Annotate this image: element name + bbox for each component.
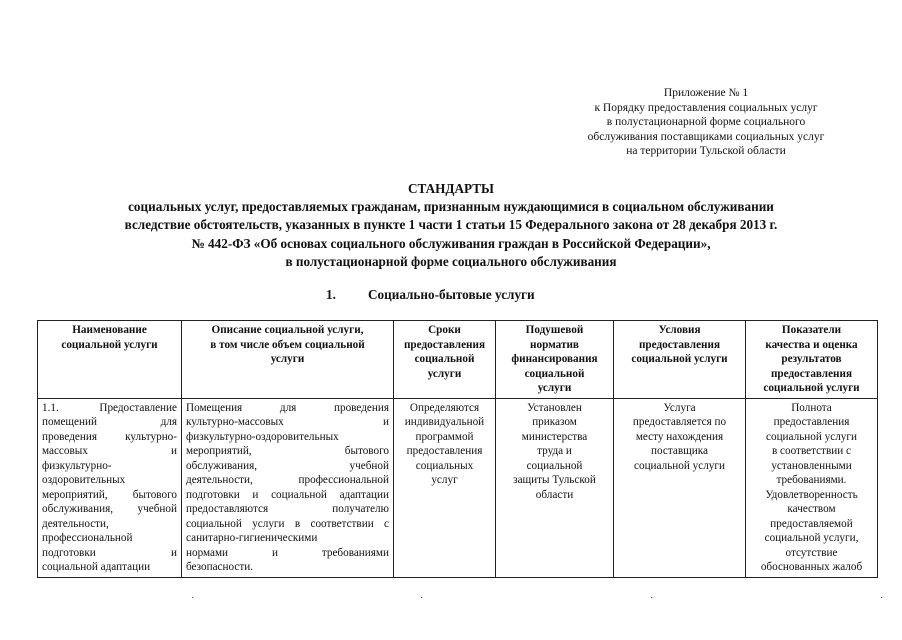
cell-line: результатов — [781, 353, 842, 365]
cell-funding-norm — [496, 398, 614, 577]
scan-mark: ˙ — [420, 596, 424, 607]
cell-line: отсутствие — [785, 546, 838, 559]
cell-line: социальной адаптации — [42, 561, 151, 573]
header-description — [182, 321, 394, 399]
section-number: 1. — [326, 287, 336, 302]
scan-mark: ˙ — [650, 596, 654, 607]
cell-line: деятельности, профессиональной — [186, 474, 389, 486]
appendix-line: на территории Тульской области — [626, 145, 786, 158]
cell-terms — [394, 398, 496, 577]
header-quality-indicators — [746, 321, 878, 399]
cell-line: оздоровительных — [42, 474, 126, 486]
cell-line: требованиями. — [776, 474, 847, 486]
cell-line: 1.1. Предоставление — [42, 401, 177, 414]
cell-line: Установлен — [527, 401, 582, 414]
header-funding-norm — [496, 321, 614, 399]
cell-line: социальной услуги — [631, 353, 728, 365]
title-line: в полустационарной форме социального обслуживания — [285, 253, 617, 269]
cell-line: норматив — [530, 338, 579, 351]
cell-line: социальной услуги в соответствии с — [186, 517, 389, 530]
cell-line: социальной — [524, 367, 585, 380]
cell-line: нормами и требованиями — [186, 546, 389, 559]
cell-line: физкультурно- — [42, 459, 112, 472]
cell-line: Подушевой — [525, 324, 584, 336]
cell-line: защиты Тульской — [513, 474, 596, 486]
cell-line: предоставления — [403, 338, 485, 351]
section-title: Социально-бытовые услуги — [368, 287, 535, 302]
cell-line: Помещения для проведения — [186, 401, 389, 414]
cell-line: области — [535, 488, 574, 501]
cell-conditions — [614, 398, 746, 577]
cell-line: предоставления — [406, 445, 483, 457]
section-heading — [326, 287, 535, 303]
appendix-block — [556, 86, 856, 159]
cell-line: министерства — [521, 430, 588, 443]
cell-line: физкультурно-оздоровительных — [186, 430, 339, 443]
cell-line: финансирования — [511, 353, 598, 365]
cell-line: Условия — [658, 324, 701, 336]
cell-line: программой — [415, 430, 474, 443]
cell-line: социальной услуги — [766, 430, 857, 443]
cell-line: предоставления — [770, 367, 852, 380]
cell-line: социальной — [526, 459, 583, 472]
title-line: социальных услуг, предоставляемых гражданам, признанным нуждающимися в социальном обслуживании — [128, 199, 774, 215]
header-service-name — [38, 321, 182, 399]
cell-line: массовых и — [42, 445, 177, 457]
title-heading: СТАНДАРТЫ — [407, 181, 494, 196]
cell-line: культурно-массовых и — [186, 416, 389, 428]
cell-quality-indicators — [746, 398, 878, 577]
cell-line: Описание социальной услуги, — [211, 324, 364, 336]
cell-line: санитарно-гигиеническими — [186, 532, 318, 544]
header-conditions — [614, 321, 746, 399]
title-line: вследствие обстоятельств, указанных в пункте 1 части 1 статьи 15 Федерального закона от 28 декабря 2013 г. — [124, 217, 778, 233]
cell-line: социальной услуги — [61, 338, 158, 351]
cell-line: услуги — [537, 382, 572, 394]
cell-line: Показатели — [781, 324, 842, 336]
cell-line: предоставляемой — [770, 517, 853, 530]
cell-line: труда и — [537, 445, 572, 457]
cell-line: подготовки и социальной адаптации — [186, 488, 389, 501]
cell-line: Наименование — [72, 324, 147, 336]
document-title — [40, 180, 862, 271]
cell-line: профессиональной — [42, 532, 133, 544]
cell-line: проведения культурно- — [42, 430, 177, 443]
cell-line: услуги — [270, 353, 305, 365]
appendix-line: обслуживания поставщиками социальных услуг — [587, 130, 825, 143]
cell-line: обслуживания, учебной — [42, 503, 177, 515]
cell-line: деятельности, — [42, 517, 109, 530]
table-header-row — [38, 321, 878, 399]
cell-line: Сроки — [428, 324, 461, 336]
cell-line: социальной услуги, — [764, 532, 859, 544]
cell-line: в том числе объем социальной — [210, 338, 365, 351]
cell-line: социальной услуги — [763, 382, 860, 394]
cell-description — [182, 398, 394, 577]
cell-line: социальной — [414, 353, 475, 365]
cell-line: предоставляются получателю — [186, 503, 389, 515]
cell-line: социальных — [415, 459, 474, 472]
cell-line: поставщика — [651, 445, 708, 457]
cell-line: мероприятий, бытового — [186, 445, 389, 457]
cell-line: обоснованных жалоб — [760, 561, 863, 573]
cell-line: мероприятий, бытового — [42, 488, 177, 501]
cell-line: предоставляется по — [632, 416, 727, 428]
cell-line: услуги — [427, 367, 462, 380]
appendix-line: Приложение № 1 — [663, 87, 749, 99]
cell-line: предоставления — [773, 416, 850, 428]
cell-line: Полнота — [791, 401, 832, 414]
header-terms — [394, 321, 496, 399]
scan-mark: ˙ — [191, 596, 195, 607]
cell-service-name — [38, 398, 182, 577]
cell-line: подготовки и — [42, 546, 177, 559]
cell-line: Определяются — [409, 401, 480, 414]
cell-line: качеством — [787, 503, 836, 515]
cell-line: установленными — [771, 459, 852, 472]
cell-line: социальной услуги — [634, 459, 725, 472]
cell-line: Удовлетворенность — [765, 488, 858, 501]
cell-line: Услуга — [663, 401, 696, 414]
scan-mark: ˙ — [880, 596, 884, 607]
cell-line: в соответствии с — [771, 445, 852, 457]
cell-line: приказом — [532, 416, 577, 428]
standards-table — [37, 320, 878, 578]
cell-line: индивидуальной — [404, 416, 485, 428]
cell-line: месту нахождения — [635, 430, 724, 443]
cell-line: предоставления — [638, 338, 720, 351]
appendix-line: в полустационарной форме социального — [606, 116, 806, 129]
table-row — [38, 398, 878, 577]
cell-line: услуг — [431, 474, 458, 486]
cell-line: безопасности. — [186, 561, 254, 573]
title-line: № 442-ФЗ «Об основах социального обслуживания граждан в Российской Федерации», — [191, 235, 711, 251]
cell-line: качества и оценка — [765, 338, 858, 351]
cell-line: помещений для — [42, 416, 177, 428]
appendix-line: к Порядку предоставления социальных услуг — [594, 101, 818, 114]
cell-line: обслуживания, учебной — [186, 459, 389, 472]
